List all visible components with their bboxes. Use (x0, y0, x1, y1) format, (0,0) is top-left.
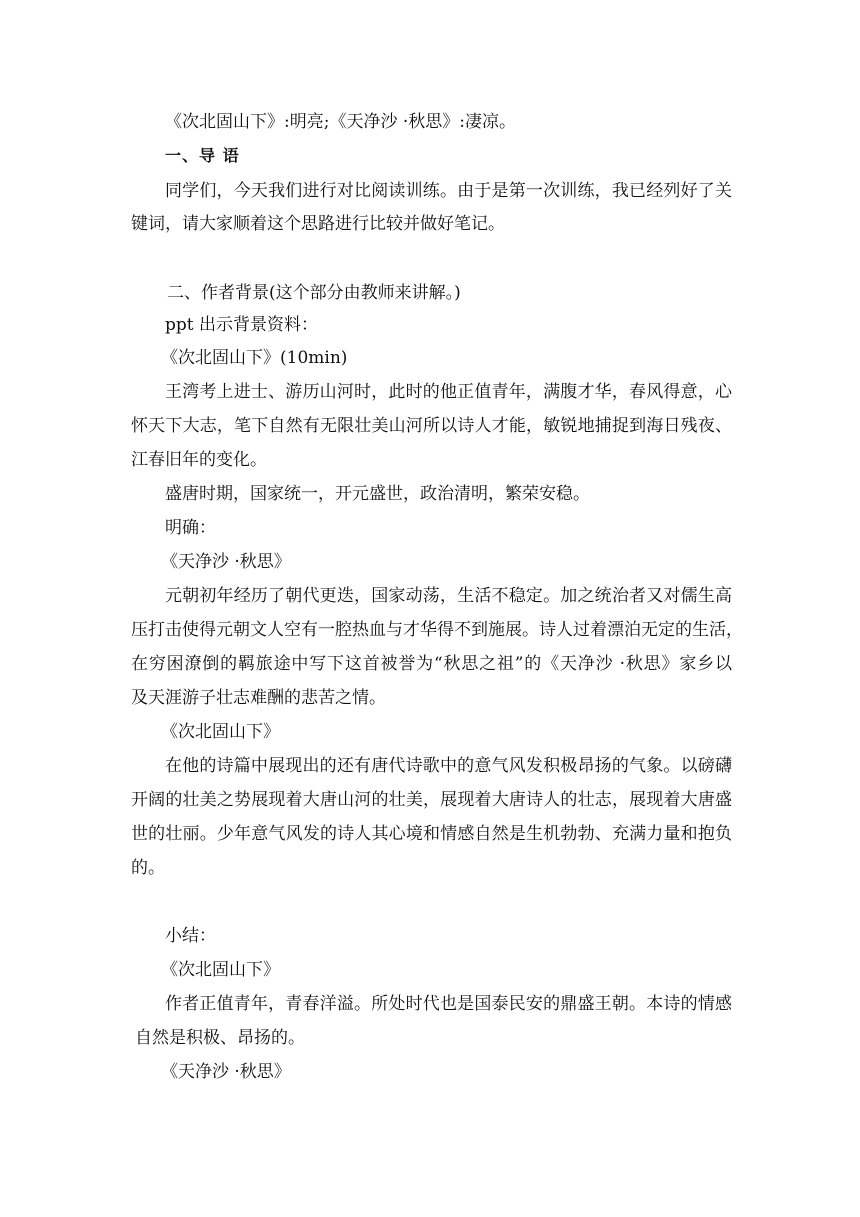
poem2-title: 《天净沙 ·秋思》 (161, 552, 291, 572)
clarify-label: 明确： (165, 518, 216, 538)
section1-para-line: 同学们，今天我们进行对比阅读训练。由于是第一次训练，我已经列好了关 (165, 181, 732, 201)
poem1-para2-line: 在他的诗篇中展现出的还有唐代诗歌中的意气风发积极昂扬的气象。以磅礴 (165, 756, 732, 776)
poem1-para-line: 王湾考上进士、游历山河时，此时的他正值青年，满腹才华，春风得意，心 (165, 382, 732, 402)
ppt-line: ppt 出示背景资料： (165, 315, 318, 335)
summary-para-line: 作者正值青年，青春洋溢。所处时代也是国泰民安的鼎盛王朝。本诗的情感 (165, 994, 732, 1014)
poem1-para2-line: 开阔的壮美之势展现着大唐山河的壮美，展现着大唐诗人的壮志，展现着大唐盛 (131, 790, 732, 810)
summary-label: 小结： (165, 926, 216, 946)
summary-para-line: 自然是积极、昂扬的。 (135, 1028, 305, 1048)
section1-heading: 一、导 语 (165, 146, 240, 165)
poem1-title: 《次北固山下》 (161, 960, 280, 980)
poem2-para-line: 元朝初年经历了朝代更迭，国家动荡，生活不稳定。加之统治者又对儒生高 (165, 586, 732, 606)
poem1-para-line: 怀天下大志，笔下自然有无限壮美山河所以诗人才能，敏锐地捕捉到海日残夜、 (131, 416, 732, 436)
poem1-para2-line: 世的壮丽。少年意气风发的诗人其心境和情感自然是生机勃勃、充满力量和抱负 (131, 824, 732, 844)
poem2-para-line: 在穷困潦倒的羁旅途中写下这首被誉为“秋思之祖”的《天净沙 ·秋思》家乡以 (131, 654, 732, 674)
poem1-era: 盛唐时期，国家统一，开元盛世，政治清明，繁荣安稳。 (165, 484, 590, 504)
section1-para-line: 键词，请大家顺着这个思路进行比较并做好笔记。 (131, 214, 505, 234)
intro-line: 《次北固山下》:明亮;《天净沙 ·秋思》:凄凉。 (165, 112, 516, 132)
poem1-para2-line: 的。 (131, 858, 165, 878)
poem1-title: 《次北固山下》 (161, 722, 280, 742)
section2-heading: 二、作者背景(这个部分由教师来讲解。) (167, 283, 461, 303)
poem2-para-line: 压打击使得元朝文人空有一腔热血与才华得不到施展。诗人过着漂泊无定的生活， (131, 620, 743, 640)
poem1-para-line: 江春旧年的变化。 (131, 450, 267, 470)
poem2-title: 《天净沙 ·秋思》 (161, 1062, 291, 1082)
poem1-title-time: 《次北固山下》(10min) (161, 348, 348, 368)
poem2-para-line: 及天涯游子壮志难酬的悲苦之情。 (131, 688, 386, 708)
